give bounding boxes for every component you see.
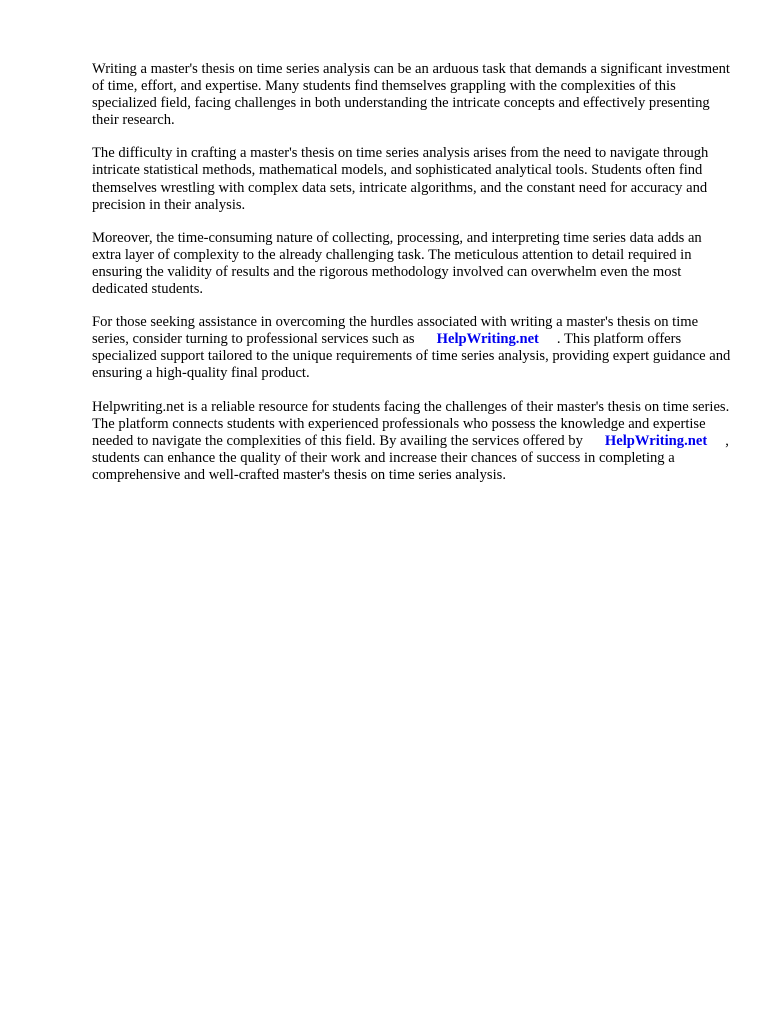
paragraph-time-consuming: Moreover, the time-consuming nature of collecting, processing, and interpreting time series data adds an extra layer of complexity to the already challenging task. The meticulous attention to detail required in ensuring the validity of results and the rigorous methodology involved can overwhelm even the most dedicated students. (92, 229, 702, 298)
helpwriting-link-2[interactable]: HelpWriting.net (604, 432, 708, 449)
paragraph-difficulty: The difficulty in crafting a master's thesis on time series analysis arises from the need to navigate through intricate statistical methods, mathematical models, and sophisticated analytical tools. Students often find themselves wrestling with complex data sets, intricate algorithms, and the constant need for accuracy and precision in their analysis. (92, 145, 709, 213)
paragraph-assistance (92, 314, 732, 382)
paragraph-resource-text-before: Helpwriting.net is a reliable resource for students facing the challenges of their master's thesis on time series. The platform connects students with experienced professionals who possess the knowledge and expertise needed to navigate the complexities of this field. By availing the services offered by (92, 398, 730, 449)
paragraph-resource (92, 399, 732, 484)
paragraph-intro: Writing a master's thesis on time series analysis can be an arduous task that demands a significant investment of time, effort, and expertise. Many students find themselves grappling with the complexities of this specialized field, facing challenges in both understanding the intricate concepts and effectively presenting their research. (92, 61, 730, 129)
paragraph-resource-text-after: , students can enhance the quality of their work and increase their chances of success in completing a comprehensive and well-crafted master's thesis on time series analysis. (92, 432, 729, 483)
paragraph-assistance-text-after: . This platform offers specialized support tailored to the unique requirements of time series analysis, providing expert guidance and ensuring a high-quality final product. (92, 331, 731, 382)
document-body (92, 61, 732, 500)
paragraph-assistance-text-before: For those seeking assistance in overcoming the hurdles associated with writing a master's thesis on time series, consider turning to professional services such as (92, 314, 699, 348)
helpwriting-link[interactable]: HelpWriting.net (436, 331, 539, 348)
